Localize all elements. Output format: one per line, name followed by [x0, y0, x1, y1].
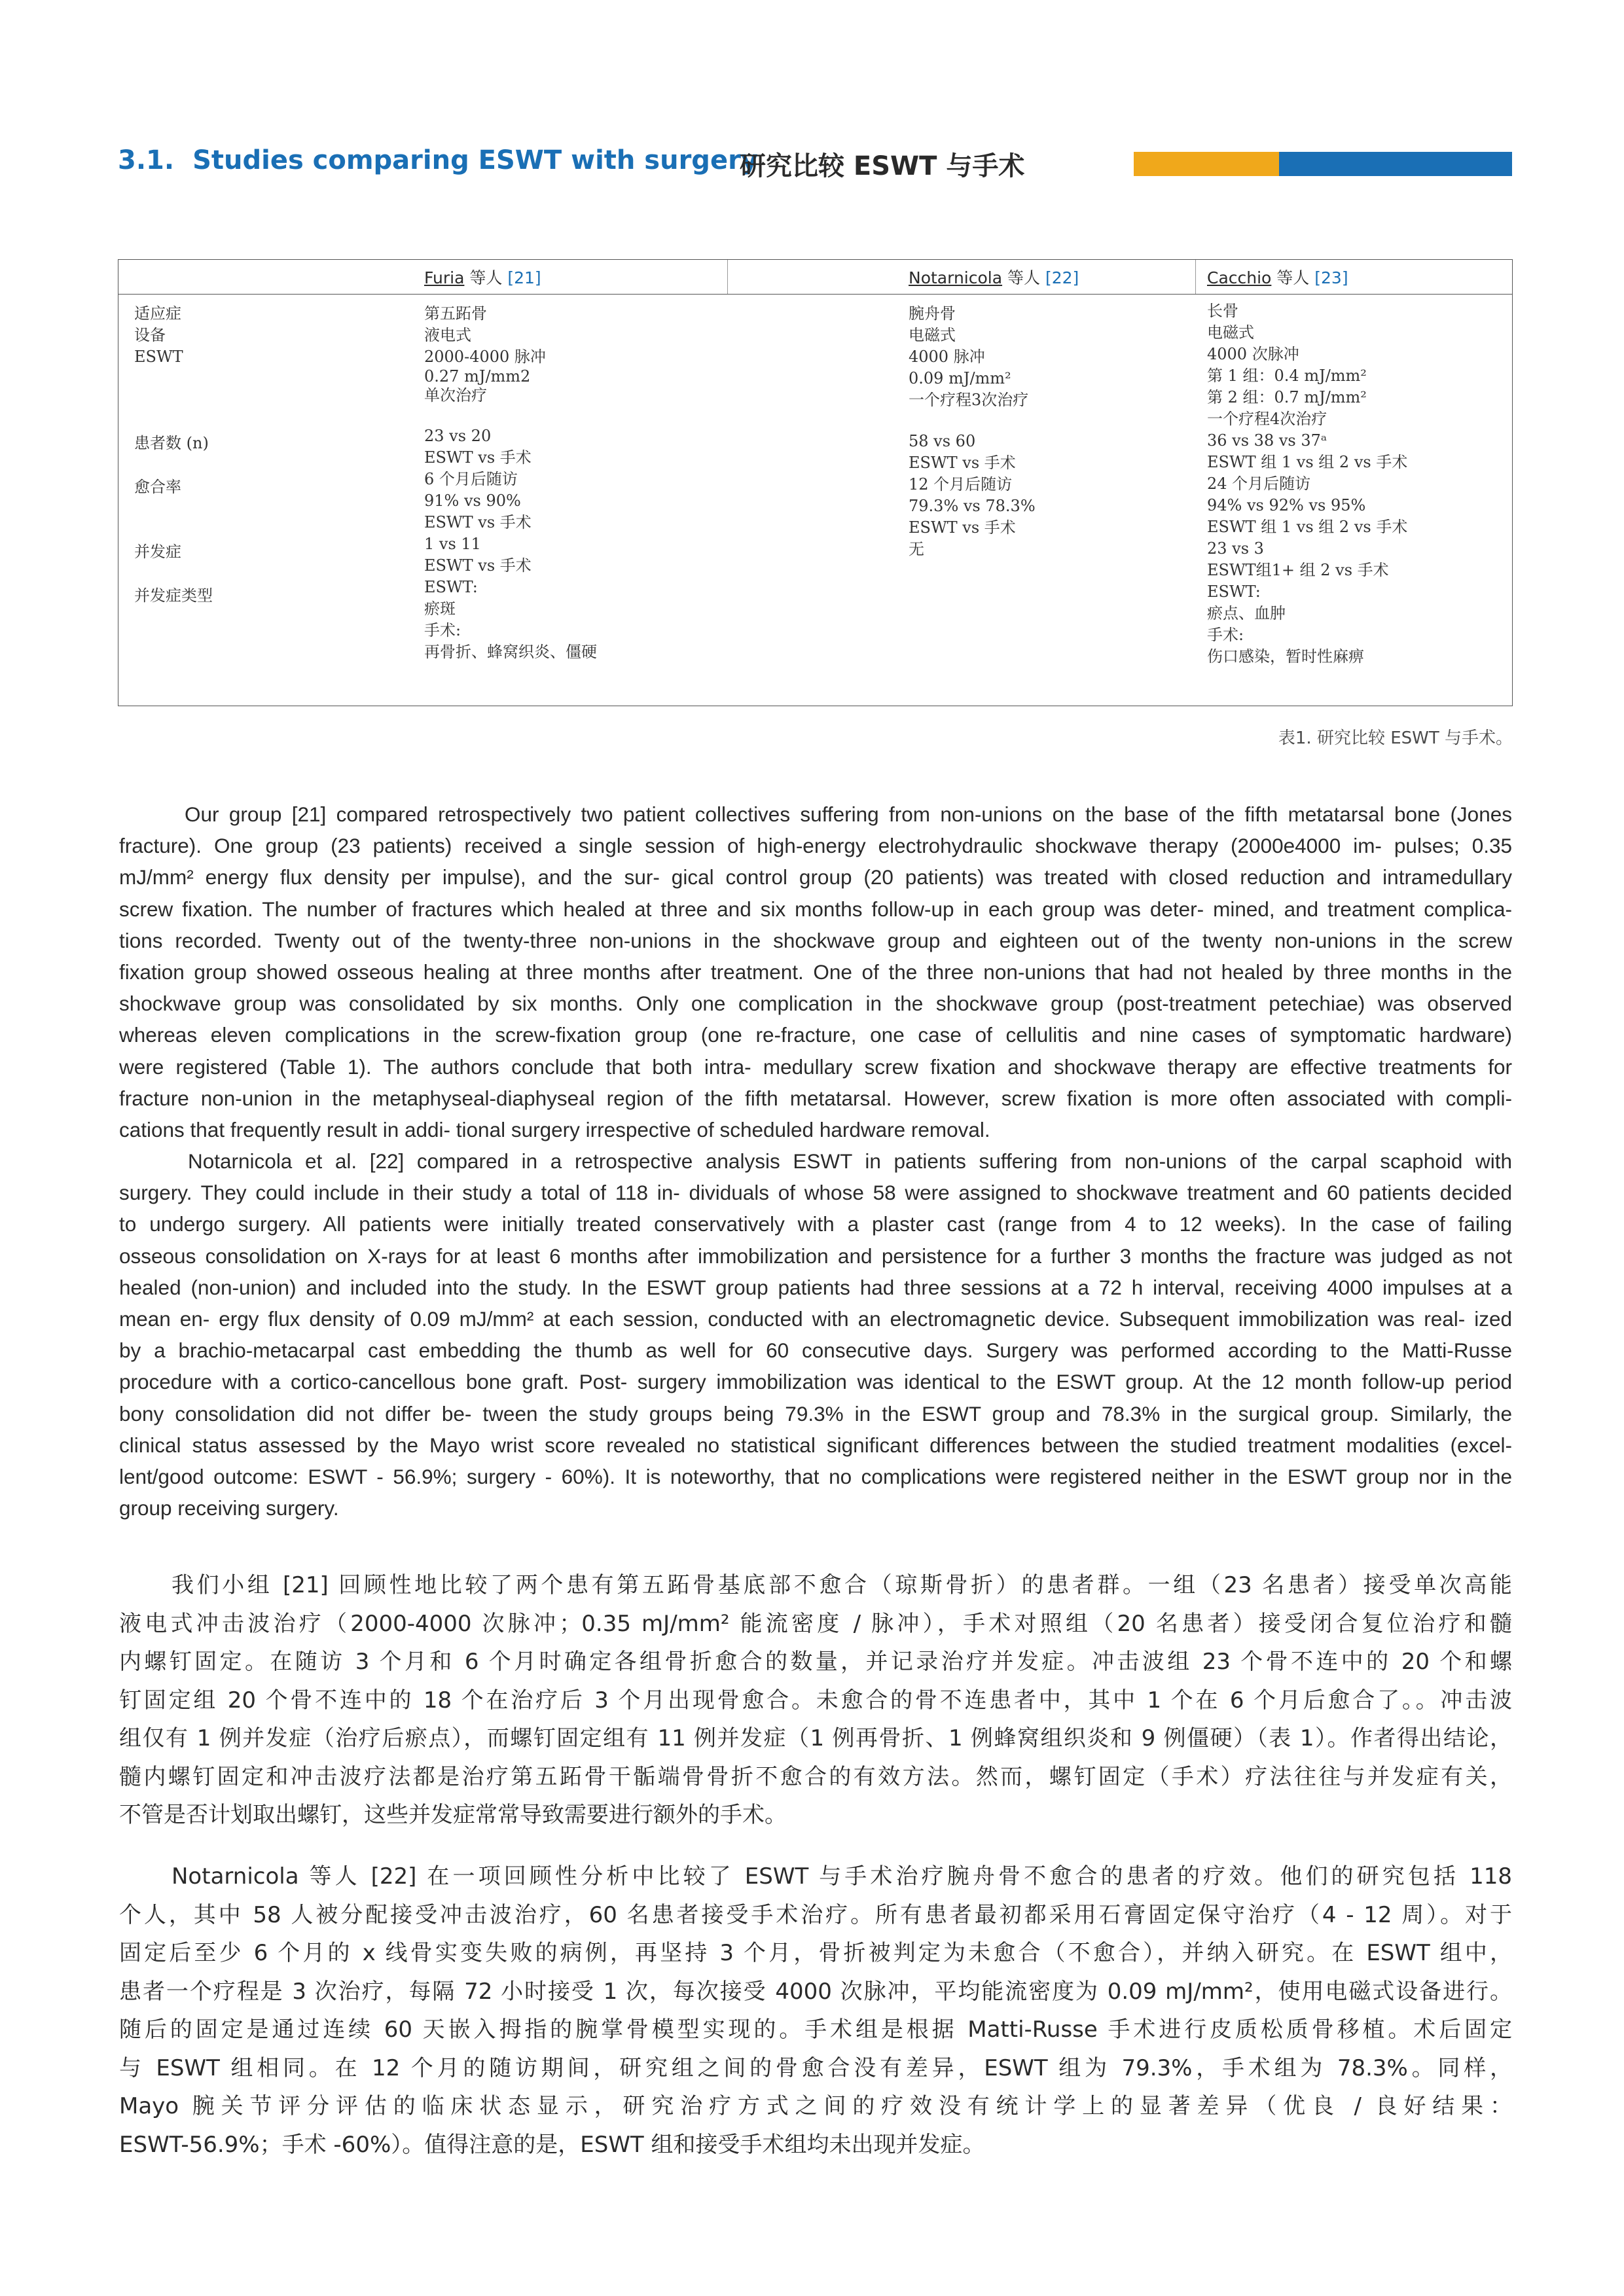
accent-bar-yellow — [1134, 152, 1279, 176]
text-line: fixation group showed osseous healing at three months after treatment. One of the three non-unions that had not healed by three months in the — [119, 960, 1512, 984]
table-cell: 0.09 mJ/mm² — [909, 369, 1011, 387]
table-cell: ESWT vs 手术 — [424, 448, 532, 467]
accent-bar-blue — [1279, 152, 1512, 176]
section-number: 3.1. — [118, 145, 175, 175]
chinese-paragraph-1 — [119, 1566, 1512, 1835]
table-header-row — [118, 260, 1512, 295]
text-line: group receiving surgery. — [119, 1496, 339, 1520]
text-line: cations that frequently result in addi- tional surgery irrespective of scheduled hardware removal. — [119, 1117, 990, 1141]
english-paragraph-2 — [119, 1145, 1512, 1524]
text-line: fracture non-union in the metaphyseal-diaphyseal region of the fifth metatarsal. However, screw fixation is more often associated with compli- — [119, 1086, 1512, 1110]
table-cell: 一个疗程4次治疗 — [1207, 410, 1327, 428]
text-line: 不管是否计划取出螺钉，这些并发症常常导致需要进行额外的手术。 — [119, 1802, 787, 1828]
text-line: 个人，其中 58 人被分配接受冲击波治疗，60 名患者接受手术治疗。所有患者最初都采用石膏固定保守治疗（4 - 12 周）。对于 — [119, 1901, 1512, 1928]
comparison-table — [118, 259, 1513, 706]
section-heading — [118, 145, 758, 175]
text-line: surgery. They could include in their study a total of 118 in- dividuals of whose 58 were assigned to shockwave treatment and 60 patients decided — [119, 1181, 1512, 1205]
text-line: clinical status assessed by the Mayo wrist score revealed no statistical significant differences between the studied treatment modalities (excel- — [119, 1433, 1512, 1457]
table-cell: 6 个月后随访 — [424, 470, 518, 488]
text-line: screw fixation. The number of fractures which healed at three and six months follow-up in each group was deter- mined, and treatment complica- — [119, 897, 1512, 921]
table-cell: ESWT组1+ 组 2 vs 手术 — [1207, 561, 1389, 579]
text-line: whereas eleven complications in the screw-fixation group (one re-fracture, one case of cellulitis and nine cases of symptomatic hardware) — [119, 1023, 1512, 1047]
text-line: 与 ESWT 组相同。在 12 个月的随访期间，研究组之间的骨愈合没有差异，ESWT 组为 79.3%，手术组为 78.3%。同样， — [119, 2054, 1512, 2081]
table-cell: 手术: — [1207, 626, 1244, 644]
table-cell: ESWT vs 手术 — [424, 513, 532, 531]
table-cell: 电磁式 — [909, 326, 956, 344]
table-cell: 腕舟骨 — [909, 304, 956, 323]
header-divider — [727, 260, 728, 294]
text-line: 随后的固定是通过连续 60 天嵌入拇指的腕掌骨模型实现的。手术组是根据 Matti-Russe 手术进行皮质松质骨移植。术后固定 — [119, 2017, 1512, 2043]
cacchio-column — [1207, 300, 1407, 668]
table-cell: 第 1 组：0.4 mJ/mm² — [1207, 367, 1367, 385]
table-cell: 第 2 组：0.7 mJ/mm² — [1207, 388, 1367, 406]
table-cell: 第五跖骨 — [424, 304, 487, 323]
text-line: to undergo surgery. All patients were initially treated conservatively with a plaster cast (range from 4 to 12 weeks). In the case of failing — [119, 1212, 1512, 1236]
table-cell: 79.3% vs 78.3% — [909, 497, 1036, 515]
table-cell: 再骨折、蜂窝织炎、僵硬 — [424, 643, 597, 661]
table-cell: ESWT vs 手术 — [909, 454, 1016, 472]
header-divider — [1195, 260, 1196, 294]
header-suffix: 等人 — [464, 268, 508, 287]
table-cell: 长骨 — [1207, 302, 1238, 320]
table-cell: 4000 脉冲 — [909, 348, 985, 366]
text-line: by a brachio-metacarpal cast embedding the thumb as well for 60 consecutive days. Surgery was performed according to the Matti-Russe — [119, 1338, 1512, 1363]
text-line: 钉固定组 20 个骨不连中的 18 个在治疗后 3 个月出现骨愈合。未愈合的骨不连患者中，其中 1 个在 6 个月后愈合了。。冲击波 — [119, 1687, 1512, 1713]
text-line: lent/good outcome: ESWT - 56.9%; surgery - 60%). It is noteworthy, that no complications were registered neither in the ESWT group nor in the — [119, 1464, 1512, 1488]
table-cell: 无 — [909, 540, 924, 558]
table-cell: ESWT: — [1207, 583, 1261, 601]
text-line: 我们小组 [21] 回顾性地比较了两个患有第五跖骨基底部不愈合（琼斯骨折）的患者群。一组（23 名患者）接受单次高能 — [171, 1572, 1512, 1598]
table-cell: 电磁式 — [1207, 323, 1254, 342]
chinese-paragraph-2 — [119, 1857, 1512, 2164]
table-cell: 瘀斑 — [424, 600, 456, 618]
text-line: shockwave group was consolidated by six months. Only one complication in the shockwave group (post-treatment petechiae) was observed — [119, 992, 1512, 1016]
table-cell: 4000 次脉冲 — [1207, 345, 1299, 363]
row-label: 适应症 — [134, 304, 181, 323]
text-line: mean en- ergy flux density of 0.09 mJ/mm² at each session, conducted with an electromagnetic device. Subsequent immobilization was real- ized — [119, 1306, 1512, 1331]
text-line: mJ/mm² energy flux density per impulse), and the sur- gical control group (20 patients) was treated with closed reduction and intramedullary — [119, 865, 1512, 889]
text-line: 内螺钉固定。在随访 3 个月和 6 个月时确定各组骨折愈合的数量，并记录治疗并发症。冲击波组 23 个骨不连中的 20 个和螺 — [119, 1649, 1512, 1675]
table-cell: 瘀点、血肿 — [1207, 604, 1286, 622]
text-line: Notarnicola 等人 [22] 在一项回顾性分析中比较了 ESWT 与手术治疗腕舟骨不愈合的患者的疗效。他们的研究包括 118 — [171, 1863, 1512, 1890]
text-line: were registered (Table 1). The authors conclude that both intra- medullary screw fixation and shockwave therapy are effective treatments for — [119, 1054, 1512, 1079]
table-cell: 36 vs 38 vs 37ᵃ — [1207, 431, 1327, 450]
english-paragraph-1 — [119, 798, 1512, 1145]
row-label: 并发症类型 — [134, 586, 213, 605]
text-line: ESWT-56.9%；手术 -60%）。值得注意的是，ESWT 组和接受手术组均未出现并发症。 — [119, 2131, 985, 2158]
table-caption: 表1. 研究比较 ESWT 与手术。 — [1278, 728, 1513, 748]
text-line: fracture). One group (23 patients) received a single session of high-energy electrohydraulic shockwave therapy (2000e4000 im- pulses; 0.35 — [119, 834, 1512, 858]
table-cell: 2000-4000 脉冲 — [424, 348, 546, 366]
table-cell: 12 个月后随访 — [909, 475, 1013, 493]
notarnicola-column — [909, 303, 1036, 560]
header-notarnicola — [909, 265, 1079, 289]
header-ref-link[interactable]: [21] — [507, 268, 541, 287]
header-suffix: 等人 — [1271, 268, 1315, 287]
header-ref-link[interactable]: [23] — [1314, 268, 1348, 287]
table-cell: 一个疗程3次治疗 — [909, 391, 1029, 409]
table-cell: 1 vs 11 — [424, 535, 481, 553]
table-cell: 手术: — [424, 621, 461, 639]
text-line: osseous consolidation on X-rays for at least 6 months after immobilization and persistence for a further 3 months the fracture was judged as not — [119, 1244, 1512, 1268]
header-suffix: 等人 — [1002, 268, 1045, 287]
text-line: healed (non-union) and included into the study. In the ESWT group patients had three sessions at a 72 h interval, receiving 4000 impulses at a — [119, 1275, 1512, 1299]
text-line: 组仅有 1 例并发症（治疗后瘀点），而螺钉固定组有 11 例并发症（1 例再骨折、1 例蜂窝组织炎和 9 例僵硬）（表 1）。作者得出结论， — [119, 1725, 1512, 1751]
row-label: ESWT — [134, 348, 183, 366]
table-cell: 单次治疗 — [424, 386, 487, 404]
text-line: procedure with a cortico-cancellous bone graft. Post- surgery immobilization was identical to the ESWT group. At the 12 month follow-up period — [119, 1370, 1512, 1394]
table-cell: ESWT vs 手术 — [909, 518, 1016, 537]
text-line: Our group [21] compared retrospectively two patient collectives suffering from non-unions on the base of the fifth metatarsal bone (Jones — [185, 802, 1512, 826]
section-title-cn: 研究比较 ESWT 与手术 — [740, 151, 1025, 181]
table-cell: ESWT 组 1 vs 组 2 vs 手术 — [1207, 518, 1408, 536]
table-cell: ESWT vs 手术 — [424, 556, 532, 575]
table-cell: 0.27 mJ/mm2 — [424, 367, 531, 386]
text-line: 液电式冲击波治疗（2000-4000 次脉冲；0.35 mJ/mm² 能流密度 / 脉冲），手术对照组（20 名患者）接受闭合复位治疗和髓 — [119, 1610, 1512, 1637]
header-author: Cacchio — [1207, 268, 1272, 287]
header-ref-link[interactable]: [22] — [1045, 268, 1079, 287]
header-author: Notarnicola — [909, 268, 1003, 287]
text-line: Mayo 腕关节评分评估的临床状态显示，研究治疗方式之间的疗效没有统计学上的显著差异（优良 / 良好结果： — [119, 2093, 1512, 2119]
section-title-en: Studies comparing ESWT with surgery — [192, 145, 758, 175]
text-line: bony consolidation did not differ be- tween the study groups being 79.3% in the ESWT group and 78.3% in the surgical group. Similarly, the — [119, 1401, 1512, 1426]
furia-column — [424, 303, 597, 663]
table-cell: 58 vs 60 — [909, 432, 976, 450]
table-cell: 94% vs 92% vs 95% — [1207, 496, 1366, 514]
table-cell: 91% vs 90% — [424, 492, 521, 510]
text-line: 固定后至少 6 个月的 x 线骨实变失败的病例，再坚持 3 个月，骨折被判定为未愈合（不愈合），并纳入研究。在 ESWT 组中， — [119, 1940, 1512, 1966]
row-label: 并发症 — [134, 543, 181, 561]
header-author: Furia — [424, 268, 465, 287]
header-cacchio — [1207, 265, 1348, 289]
text-line: tions recorded. Twenty out of the twenty-three non-unions in the shockwave group and eighteen out of the twenty non-unions in the screw — [119, 928, 1512, 952]
text-line: 髓内螺钉固定和冲击波疗法都是治疗第五跖骨干骺端骨骨折不愈合的有效方法。然而，螺钉固定（手术）疗法往往与并发症有关， — [119, 1763, 1512, 1790]
table-cell: 23 vs 20 — [424, 427, 492, 445]
table-cell: 23 vs 3 — [1207, 539, 1264, 558]
text-line: 患者一个疗程是 3 次治疗，每隔 72 小时接受 1 次，每次接受 4000 次脉冲，平均能流密度为 0.09 mJ/mm²，使用电磁式设备进行。 — [119, 1978, 1512, 2005]
text-line: Notarnicola et al. [22] compared in a retrospective analysis ESWT in patients suffering from non-unions of the carpal scaphoid with — [188, 1149, 1512, 1173]
table-cell: ESWT 组 1 vs 组 2 vs 手术 — [1207, 453, 1408, 471]
table-cell: ESWT: — [424, 578, 478, 596]
row-label: 设备 — [134, 326, 166, 344]
table-cell: 液电式 — [424, 326, 471, 344]
row-label: 愈合率 — [134, 478, 181, 496]
header-furia — [424, 265, 541, 289]
table-cell: 24 个月后随访 — [1207, 475, 1311, 493]
row-labels — [134, 303, 213, 607]
row-label: 患者数 (n) — [134, 434, 209, 452]
table-cell: 伤口感染，暂时性麻痹 — [1207, 647, 1364, 666]
